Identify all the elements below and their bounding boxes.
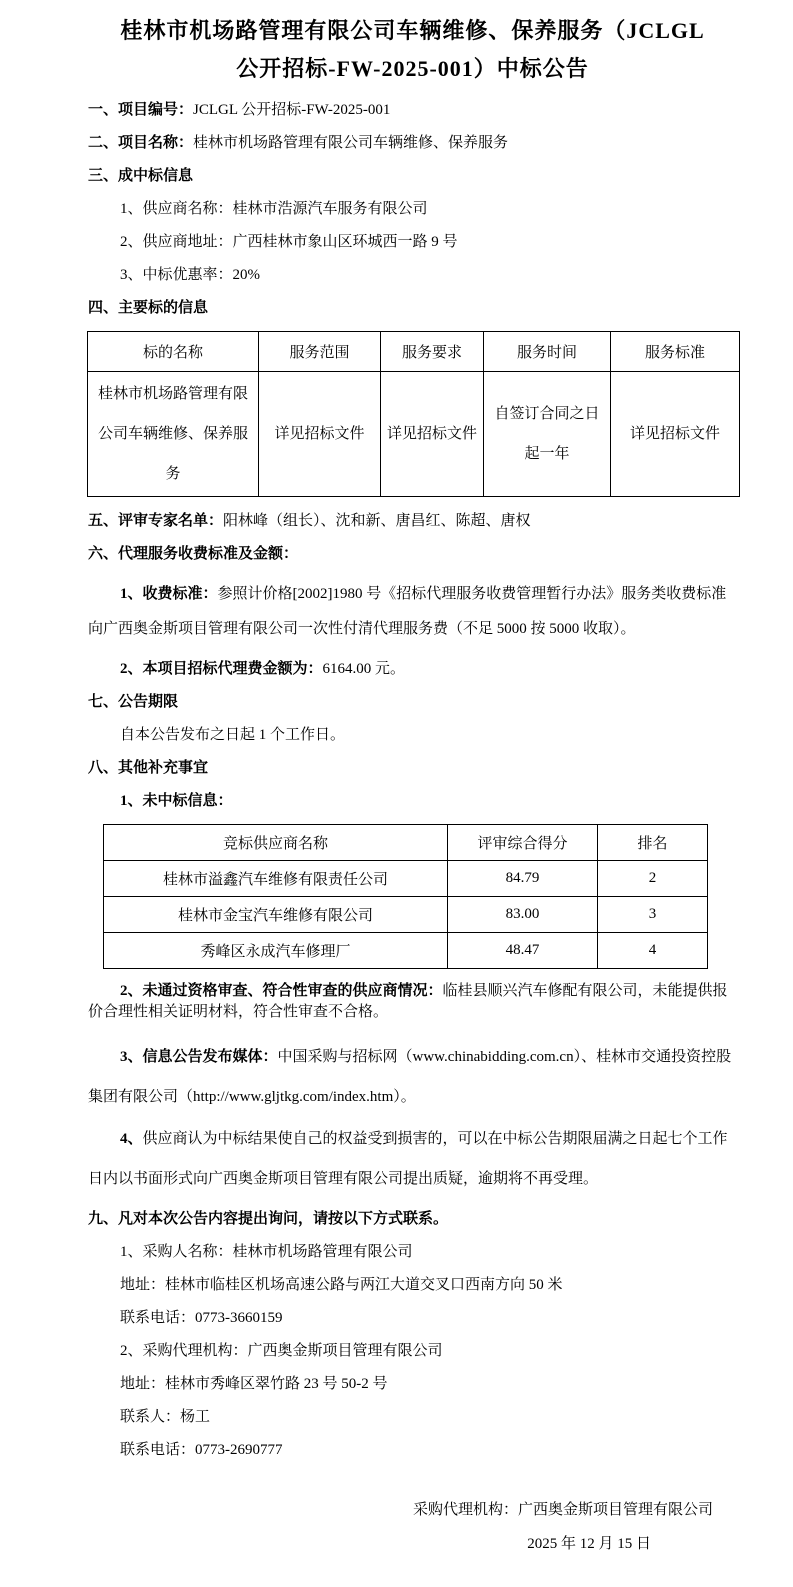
document-title-line2: 公开招标-FW-2025-001）中标公告 [236, 56, 589, 81]
supplier-address-line: 2、供应商地址：广西桂林市象山区环城西一路 9 号 [120, 234, 458, 250]
agency-contact-person-line: 联系人：杨工 [120, 1409, 211, 1425]
cell-rank: 2 [598, 861, 708, 897]
cell-score: 48.47 [448, 933, 598, 969]
subject-info-table [87, 331, 740, 497]
cell-service-standard: 详见招标文件 [611, 372, 740, 497]
agency-name-line: 2、采购代理机构：广西奥金斯项目管理有限公司 [120, 1343, 443, 1359]
failed-review-paragraph [88, 981, 737, 1023]
table-header-row [104, 825, 708, 861]
project-name-label: 二、项目名称： [88, 135, 194, 151]
col-header-subject-name: 标的名称 [88, 332, 259, 372]
fee-standard-paragraph [88, 577, 737, 647]
signature-date: 2025 年 12 月 15 日 [527, 1536, 651, 1552]
cell-rank: 4 [598, 933, 708, 969]
project-number-label: 一、项目编号： [88, 102, 194, 118]
col-header-service-requirement: 服务要求 [381, 332, 484, 372]
signature-agency: 采购代理机构：广西奥金斯项目管理有限公司 [412, 1502, 713, 1518]
col-header-rank: 排名 [598, 825, 708, 861]
col-header-score: 评审综合得分 [448, 825, 598, 861]
objection-label: 4、 [120, 1131, 143, 1147]
agency-address-line: 地址：桂林市秀峰区翠竹路 23 号 50-2 号 [120, 1376, 388, 1392]
cell-service-scope: 详见招标文件 [259, 372, 381, 497]
cell-service-time: 自签订合同之日起一年 [484, 372, 611, 497]
fee-standard-label: 1、收费标准： [120, 586, 218, 602]
table-row [88, 372, 740, 497]
failed-review-label: 2、未通过资格审查、符合性审查的供应商情况： [120, 983, 443, 999]
cell-bidder-name: 秀峰区永成汽车修理厂 [104, 933, 448, 969]
cell-subject-name: 桂林市机场路管理有限公司车辆维修、保养服务 [88, 372, 259, 497]
purchaser-phone-line: 联系电话：0773-3660159 [120, 1310, 283, 1326]
experts-value: 阳林峰（组长）、沈和新、唐昌红、陈超、唐权 [223, 513, 531, 529]
fee-amount-value: 6164.00 元。 [322, 661, 406, 677]
fee-standard-text: 参照计价格[2002]1980 号《招标代理服务收费管理暂行办法》服务类收费标准向广西奥金斯项目管理有限公司一次性付清代理服务费（不足 5000 按 5000 收取）。 [88, 586, 727, 637]
cell-score: 84.79 [448, 861, 598, 897]
col-header-service-standard: 服务标准 [611, 332, 740, 372]
agency-phone-line: 联系电话：0773-2690777 [120, 1442, 283, 1458]
document-title-line1: 桂林市机场路管理有限公司车辆维修、保养服务（JCLGL [120, 18, 705, 43]
purchaser-address-line: 地址：桂林市临桂区机场高速公路与两江大道交叉口西南方向 50 米 [120, 1277, 563, 1293]
fee-amount-paragraph [88, 659, 737, 679]
losing-bidders-table [103, 824, 708, 969]
section-other-matters-heading: 八、其他补充事宜 [88, 760, 209, 776]
cell-rank: 3 [598, 897, 708, 933]
announcement-period-text: 自本公告发布之日起 1 个工作日。 [120, 727, 346, 743]
cell-bidder-name: 桂林市溢鑫汽车维修有限责任公司 [104, 861, 448, 897]
project-number-value: JCLGL 公开招标-FW-2025-001 [193, 102, 391, 118]
objection-text: 供应商认为中标结果使自己的权益受到损害的，可以在中标公告期限届满之日起七个工作日内以书面形式向广西奥金斯项目管理有限公司提出质疑，逾期将不再受理。 [88, 1131, 728, 1187]
table-row [104, 861, 708, 897]
cell-score: 83.00 [448, 897, 598, 933]
discount-rate-line: 3、中标优惠率：20% [120, 267, 260, 283]
publish-media-text: 中国采购与招标网（www.chinabidding.com.cn）、桂林市交通投资控股集团有限公司（http://www.gljtkg.com/index.htm）。 [88, 1049, 732, 1105]
failed-review-text: 临桂县顺兴汽车修配有限公司，未能提供报价合理性相关证明材料，符合性审查不合格。 [88, 983, 728, 1020]
col-header-bidder-name: 竞标供应商名称 [104, 825, 448, 861]
supplier-name-line: 1、供应商名称：桂林市浩源汽车服务有限公司 [120, 201, 428, 217]
section-subject-info-heading: 四、主要标的信息 [88, 300, 209, 316]
experts-label: 五、评审专家名单： [88, 513, 224, 529]
section-project-number [88, 100, 737, 120]
section-award-info-heading: 三、成中标信息 [88, 168, 194, 184]
purchaser-name-line: 1、采购人名称：桂林市机场路管理有限公司 [120, 1244, 413, 1260]
cell-bidder-name: 桂林市金宝汽车维修有限公司 [104, 897, 448, 933]
project-name-value: 桂林市机场路管理有限公司车辆维修、保养服务 [193, 135, 509, 151]
col-header-service-time: 服务时间 [484, 332, 611, 372]
col-header-service-scope: 服务范围 [259, 332, 381, 372]
publish-media-label: 3、信息公告发布媒体： [120, 1049, 278, 1065]
section-agency-fee-heading: 六、代理服务收费标准及金额： [88, 546, 299, 562]
section-project-name [88, 133, 737, 153]
objection-paragraph [88, 1119, 737, 1199]
publish-media-paragraph [88, 1037, 737, 1117]
table-row [104, 897, 708, 933]
section-contact-heading: 九、凡对本次公告内容提出询问，请按以下方式联系。 [88, 1211, 449, 1227]
cell-service-requirement: 详见招标文件 [381, 372, 484, 497]
document-title [88, 12, 737, 88]
table-header-row [88, 332, 740, 372]
losing-bid-info-label: 1、未中标信息： [120, 793, 233, 809]
table-row [104, 933, 708, 969]
section-experts [88, 511, 737, 531]
fee-amount-label: 2、本项目招标代理费金额为： [120, 661, 323, 677]
section-announcement-period-heading: 七、公告期限 [88, 694, 179, 710]
